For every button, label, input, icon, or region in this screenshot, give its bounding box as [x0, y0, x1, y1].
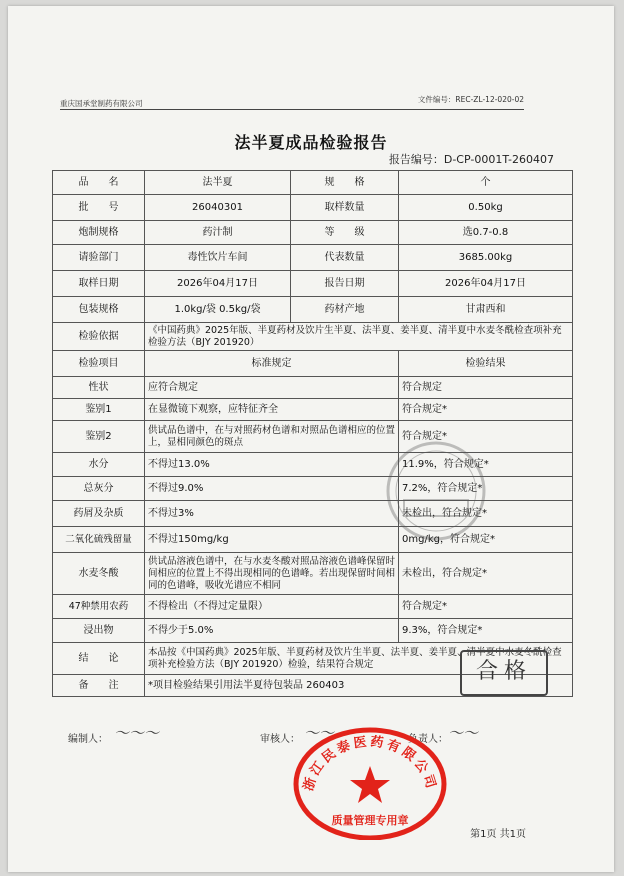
cell-label: 请验部门 — [53, 245, 145, 271]
seal-dept-text: 质量管理专用章 — [331, 814, 409, 827]
info-row — [53, 195, 573, 221]
cell-value: 2026年04月17日 — [399, 271, 573, 297]
company-name: 重庆国承堂制药有限公司 — [60, 99, 143, 108]
row-item: 总灰分 — [53, 477, 145, 501]
row-standard: 不得过13.0% — [145, 453, 399, 477]
table-row — [53, 377, 573, 399]
inspection-table — [52, 170, 573, 697]
row-result: 0mg/kg，符合规定* — [399, 527, 573, 553]
row-item: 鉴别1 — [53, 399, 145, 421]
cell-label: 炮制规格 — [53, 221, 145, 245]
cell-value: 选0.7-0.8 — [399, 221, 573, 245]
header-result: 检验结果 — [399, 351, 573, 377]
table-row — [53, 399, 573, 421]
cell-label: 取样数量 — [291, 195, 399, 221]
reviewer-label: 审核人： — [260, 734, 300, 745]
report-title: 法半夏成品检验报告 — [234, 133, 388, 152]
row-result: 未检出，符合规定* — [399, 553, 573, 595]
company-seal-icon — [290, 720, 450, 840]
row-item: 水分 — [53, 453, 145, 477]
responsible-signature: 〜〜 — [448, 724, 479, 742]
conclusion-text: 本品按《中国药典》2025年版、半夏药材及饮片生半夏、法半夏、姜半夏、清半夏中水麦冬酰检查项补充检验方法（BJY 201920）检验，结果符合规定 — [145, 643, 573, 675]
row-item: 水麦冬酸 — [53, 553, 145, 595]
row-standard: 不得检出（不得过定量限） — [145, 595, 399, 619]
row-standard: 不得过150mg/kg — [145, 527, 399, 553]
row-item: 鉴别2 — [53, 421, 145, 453]
cell-value: 0.50kg — [399, 195, 573, 221]
header-standard: 标准规定 — [145, 351, 399, 377]
prepared-by-signature: 〜〜〜 — [114, 724, 160, 742]
row-item: 性状 — [53, 377, 145, 399]
remark-label: 备 注 — [53, 675, 145, 697]
cell-label: 药材产地 — [291, 297, 399, 323]
conclusion-label: 结 论 — [53, 643, 145, 675]
reviewer-signature: 〜〜 — [304, 724, 335, 742]
row-standard: 不得少于5.0% — [145, 619, 399, 643]
row-result: 9.3%，符合规定* — [399, 619, 573, 643]
row-standard: 不得过9.0% — [145, 477, 399, 501]
row-result: 7.2%，符合规定* — [399, 477, 573, 501]
cell-label: 代表数量 — [291, 245, 399, 271]
cell-label: 取样日期 — [53, 271, 145, 297]
remark-text: *项目检验结果引用法半夏待包装品 260403 — [145, 675, 573, 697]
row-result: 未检出，符合规定* — [399, 501, 573, 527]
cell-value: 甘肃西和 — [399, 297, 573, 323]
row-item: 二氧化硫残留量 — [53, 527, 145, 553]
table-row — [53, 595, 573, 619]
info-row — [53, 271, 573, 297]
basis-text: 《中国药典》2025年版、半夏药材及饮片生半夏、法半夏、姜半夏、清半夏中水麦冬酰检查项补充检验方法（BJY 201920） — [145, 323, 573, 351]
document-number: 文件编号：REC-ZL-12-020-02 — [417, 95, 524, 104]
cell-value: 3685.00kg — [399, 245, 573, 271]
cell-label: 报告日期 — [291, 271, 399, 297]
row-standard: 供试品色谱中，在与对照药材色谱和对照品色谱相应的位置上，显相同颜色的斑点 — [145, 421, 399, 453]
faded-stamp-icon — [376, 436, 496, 546]
basis-row — [53, 323, 573, 351]
info-row — [53, 297, 573, 323]
row-standard: 在显微镜下观察，应特征齐全 — [145, 399, 399, 421]
row-result: 符合规定 — [399, 377, 573, 399]
qualified-stamp: 合格 — [460, 650, 548, 696]
basis-label: 检验依据 — [53, 323, 145, 351]
seal-org-text: 浙江民泰医药有限公司 — [301, 734, 439, 793]
row-result: 11.9%，符合规定* — [399, 453, 573, 477]
responsible-label: 负责人： — [408, 734, 448, 745]
cell-value: 个 — [399, 171, 573, 195]
page-number: 第1页 共1页 — [470, 829, 526, 840]
row-result: 符合规定* — [399, 399, 573, 421]
row-item: 47种禁用农药 — [53, 595, 145, 619]
row-item: 浸出物 — [53, 619, 145, 643]
cell-value: 1.0kg/袋 0.5kg/袋 — [145, 297, 291, 323]
report-number: 报告编号：D-CP-0001T-260407 — [388, 153, 554, 166]
table-header-row — [53, 351, 573, 377]
info-row — [53, 221, 573, 245]
row-standard: 应符合规定 — [145, 377, 399, 399]
row-item: 药屑及杂质 — [53, 501, 145, 527]
info-row — [53, 245, 573, 271]
cell-label: 包装规格 — [53, 297, 145, 323]
table-row — [53, 619, 573, 643]
header-item: 检验项目 — [53, 351, 145, 377]
header-divider — [60, 109, 524, 110]
cell-label: 规 格 — [291, 171, 399, 195]
cell-value: 法半夏 — [145, 171, 291, 195]
cell-label: 等 级 — [291, 221, 399, 245]
info-row — [53, 171, 573, 195]
row-result: 符合规定* — [399, 421, 573, 453]
table-row — [53, 553, 573, 595]
cell-label: 批 号 — [53, 195, 145, 221]
cell-value: 药汁制 — [145, 221, 291, 245]
report-page — [8, 6, 614, 872]
prepared-by-label: 编制人： — [68, 734, 108, 745]
cell-label: 品 名 — [53, 171, 145, 195]
cell-value: 2026年04月17日 — [145, 271, 291, 297]
row-result: 符合规定* — [399, 595, 573, 619]
cell-value: 毒性饮片车间 — [145, 245, 291, 271]
row-standard: 不得过3% — [145, 501, 399, 527]
cell-value: 26040301 — [145, 195, 291, 221]
row-standard: 供试品溶液色谱中，在与水麦冬酸对照品溶液色谱峰保留时间相应的位置上不得出现相同的色谱峰。若出现保留时间相同的色谱峰，吸收光谱应不相同 — [145, 553, 399, 595]
